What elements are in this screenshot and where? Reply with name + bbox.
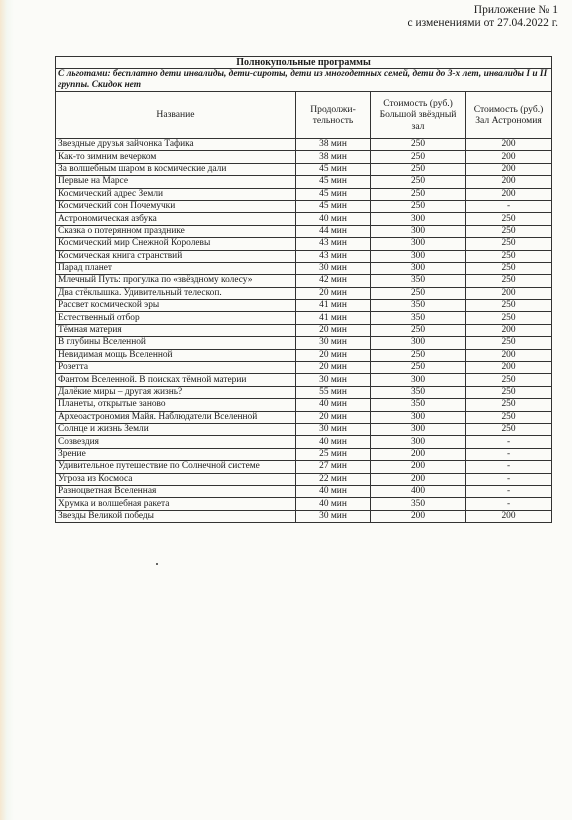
price-astronomy-hall-cell: 250 (466, 238, 552, 250)
table-row (56, 423, 552, 435)
table-title-row (56, 57, 552, 69)
duration-cell: 30 мин (296, 262, 371, 274)
price-big-hall-cell: 250 (371, 287, 466, 299)
price-astronomy-hall-cell: 250 (466, 411, 552, 423)
price-astronomy-hall-cell: 200 (466, 510, 552, 522)
program-name-cell: Космическая книга странствий (56, 250, 296, 262)
program-name-cell: Как-то зимним вечерком (56, 151, 296, 163)
duration-cell: 44 мин (296, 225, 371, 237)
price-big-hall-cell: 350 (371, 498, 466, 510)
price-astronomy-hall-cell: 200 (466, 349, 552, 361)
program-name-cell: Созвездия (56, 436, 296, 448)
table-row (56, 337, 552, 349)
table-row (56, 300, 552, 312)
duration-cell: 45 мин (296, 188, 371, 200)
program-name-cell: Розетта (56, 362, 296, 374)
price-big-hall-cell: 350 (371, 312, 466, 324)
price-astronomy-hall-cell: 250 (466, 225, 552, 237)
price-astronomy-hall-cell: 250 (466, 399, 552, 411)
program-name-cell: Естественный отбор (56, 312, 296, 324)
column-header-price-big-hall: Стоимость (руб.) Большой звёздный зал (371, 92, 466, 139)
price-big-hall-cell: 200 (371, 473, 466, 485)
table-row (56, 225, 552, 237)
price-astronomy-hall-cell: 250 (466, 213, 552, 225)
price-big-hall-cell: 250 (371, 139, 466, 151)
duration-cell: 43 мин (296, 238, 371, 250)
duration-cell: 20 мин (296, 411, 371, 423)
price-astronomy-hall-cell: 250 (466, 250, 552, 262)
program-name-cell: Астрономическая азбука (56, 213, 296, 225)
program-name-cell: Удивительное путешествие по Солнечной системе (56, 461, 296, 473)
duration-cell: 40 мин (296, 436, 371, 448)
price-big-hall-cell: 300 (371, 213, 466, 225)
price-astronomy-hall-cell: 200 (466, 139, 552, 151)
price-big-hall-cell: 250 (371, 176, 466, 188)
table-row (56, 188, 552, 200)
price-astronomy-hall-cell: 250 (466, 275, 552, 287)
scan-edge-discoloration (0, 0, 14, 820)
price-big-hall-cell: 350 (371, 399, 466, 411)
price-big-hall-cell: 200 (371, 461, 466, 473)
program-name-cell: Фантом Вселенной. В поисках тёмной материи (56, 374, 296, 386)
duration-cell: 20 мин (296, 349, 371, 361)
price-astronomy-hall-cell: 200 (466, 151, 552, 163)
duration-cell: 45 мин (296, 176, 371, 188)
table-row (56, 399, 552, 411)
table-row (56, 287, 552, 299)
price-astronomy-hall-cell: - (466, 485, 552, 497)
table-row (56, 436, 552, 448)
duration-cell: 22 мин (296, 473, 371, 485)
table-row (56, 262, 552, 274)
table-row (56, 411, 552, 423)
column-header-duration: Продолжи-тельность (296, 92, 371, 139)
price-astronomy-hall-cell: 250 (466, 312, 552, 324)
program-name-cell: Хрумка и волшебная ракета (56, 498, 296, 510)
program-name-cell: Угроза из Космоса (56, 473, 296, 485)
program-name-cell: В глубины Вселенной (56, 337, 296, 349)
program-name-cell: Звезды Великой победы (56, 510, 296, 522)
table-header-row (56, 92, 552, 139)
table-row (56, 213, 552, 225)
table-row (56, 498, 552, 510)
program-name-cell: За волшебным шаром в космические дали (56, 163, 296, 175)
program-name-cell: Рассвет космической эры (56, 300, 296, 312)
price-big-hall-cell: 250 (371, 324, 466, 336)
table-row (56, 473, 552, 485)
price-astronomy-hall-cell: - (466, 473, 552, 485)
duration-cell: 30 мин (296, 337, 371, 349)
program-name-cell: Звездные друзья зайчонка Тафика (56, 139, 296, 151)
program-name-cell: Планеты, открытые заново (56, 399, 296, 411)
program-name-cell: Космический адрес Земли (56, 188, 296, 200)
price-big-hall-cell: 250 (371, 163, 466, 175)
program-name-cell: Два стёклышка. Удивительный телескоп. (56, 287, 296, 299)
price-big-hall-cell: 300 (371, 337, 466, 349)
duration-cell: 45 мин (296, 200, 371, 212)
price-astronomy-hall-cell: 200 (466, 362, 552, 374)
price-astronomy-hall-cell: 250 (466, 386, 552, 398)
duration-cell: 30 мин (296, 423, 371, 435)
price-astronomy-hall-cell: 250 (466, 262, 552, 274)
price-astronomy-hall-cell: 250 (466, 300, 552, 312)
duration-cell: 20 мин (296, 324, 371, 336)
price-big-hall-cell: 250 (371, 151, 466, 163)
table-row (56, 275, 552, 287)
benefits-row (56, 69, 552, 92)
duration-cell: 43 мин (296, 250, 371, 262)
price-big-hall-cell: 250 (371, 362, 466, 374)
price-big-hall-cell: 350 (371, 386, 466, 398)
price-big-hall-cell: 350 (371, 300, 466, 312)
duration-cell: 41 мин (296, 300, 371, 312)
table-row (56, 312, 552, 324)
duration-cell: 30 мин (296, 510, 371, 522)
price-astronomy-hall-cell: 250 (466, 374, 552, 386)
price-astronomy-hall-cell: - (466, 461, 552, 473)
column-header-price-astronomy-hall: Стоимость (руб.) Зал Астрономия (466, 92, 552, 139)
duration-cell: 40 мин (296, 399, 371, 411)
table-row (56, 176, 552, 188)
price-astronomy-hall-cell: - (466, 498, 552, 510)
table-row (56, 163, 552, 175)
price-astronomy-hall-cell: 200 (466, 163, 552, 175)
price-astronomy-hall-cell: - (466, 448, 552, 460)
benefits-note: С льготами: бесплатно дети инвалиды, дети-сироты, дети из многодетных семей, дети до 3-х лет, инвалиды I и II группы. Скидок нет (56, 69, 552, 92)
duration-cell: 55 мин (296, 386, 371, 398)
price-big-hall-cell: 300 (371, 250, 466, 262)
program-name-cell: Невидимая мощь Вселенной (56, 349, 296, 361)
duration-cell: 38 мин (296, 139, 371, 151)
duration-cell: 30 мин (296, 374, 371, 386)
duration-cell: 40 мин (296, 498, 371, 510)
program-name-cell: Разноцветная Вселенная (56, 485, 296, 497)
duration-cell: 42 мин (296, 275, 371, 287)
table-row (56, 362, 552, 374)
table-row (56, 448, 552, 460)
duration-cell: 38 мин (296, 151, 371, 163)
table-row (56, 200, 552, 212)
table-row (56, 386, 552, 398)
annex-header (408, 4, 558, 30)
annex-number: Приложение № 1 (473, 4, 558, 16)
duration-cell: 41 мин (296, 312, 371, 324)
duration-cell: 40 мин (296, 485, 371, 497)
program-name-cell: Космический мир Снежной Королевы (56, 238, 296, 250)
duration-cell: 25 мин (296, 448, 371, 460)
table-title: Полнокупольные программы (56, 57, 552, 69)
program-name-cell: Парад планет (56, 262, 296, 274)
price-big-hall-cell: 300 (371, 411, 466, 423)
price-astronomy-hall-cell: 200 (466, 188, 552, 200)
duration-cell: 40 мин (296, 213, 371, 225)
program-name-cell: Сказка о потерянном празднике (56, 225, 296, 237)
price-astronomy-hall-cell: - (466, 200, 552, 212)
program-name-cell: Млечный Путь: прогулка по «звёздному колесу» (56, 275, 296, 287)
table-row (56, 238, 552, 250)
table-row (56, 250, 552, 262)
table-row (56, 510, 552, 522)
table-row (56, 485, 552, 497)
table-row (56, 461, 552, 473)
price-big-hall-cell: 300 (371, 238, 466, 250)
price-big-hall-cell: 250 (371, 349, 466, 361)
price-big-hall-cell: 300 (371, 262, 466, 274)
price-astronomy-hall-cell: 250 (466, 423, 552, 435)
program-name-cell: Космический сон Почемучки (56, 200, 296, 212)
price-big-hall-cell: 200 (371, 448, 466, 460)
duration-cell: 45 мин (296, 163, 371, 175)
price-big-hall-cell: 350 (371, 275, 466, 287)
program-name-cell: Первые на Марсе (56, 176, 296, 188)
table-row (56, 151, 552, 163)
price-astronomy-hall-cell: - (466, 436, 552, 448)
table-row (56, 324, 552, 336)
table-row (56, 139, 552, 151)
duration-cell: 20 мин (296, 362, 371, 374)
price-big-hall-cell: 250 (371, 188, 466, 200)
price-big-hall-cell: 300 (371, 436, 466, 448)
program-name-cell: Солнце и жизнь Земли (56, 423, 296, 435)
annex-revision-date: с изменениями от 27.04.2022 г. (407, 17, 558, 29)
program-name-cell: Археоастрономия Майя. Наблюдатели Вселенной (56, 411, 296, 423)
stray-mark (156, 563, 158, 565)
program-name-cell: Далёкие миры – другая жизнь? (56, 386, 296, 398)
duration-cell: 27 мин (296, 461, 371, 473)
price-astronomy-hall-cell: 250 (466, 337, 552, 349)
table-row (56, 374, 552, 386)
price-astronomy-hall-cell: 200 (466, 176, 552, 188)
price-big-hall-cell: 250 (371, 200, 466, 212)
price-big-hall-cell: 400 (371, 485, 466, 497)
price-big-hall-cell: 300 (371, 423, 466, 435)
price-astronomy-hall-cell: 200 (466, 287, 552, 299)
program-name-cell: Зрение (56, 448, 296, 460)
table-row (56, 349, 552, 361)
column-header-name: Название (56, 92, 296, 139)
price-big-hall-cell: 200 (371, 510, 466, 522)
price-table (55, 56, 552, 523)
price-big-hall-cell: 300 (371, 374, 466, 386)
duration-cell: 20 мин (296, 287, 371, 299)
program-name-cell: Тёмная материя (56, 324, 296, 336)
price-astronomy-hall-cell: 200 (466, 324, 552, 336)
price-big-hall-cell: 300 (371, 225, 466, 237)
